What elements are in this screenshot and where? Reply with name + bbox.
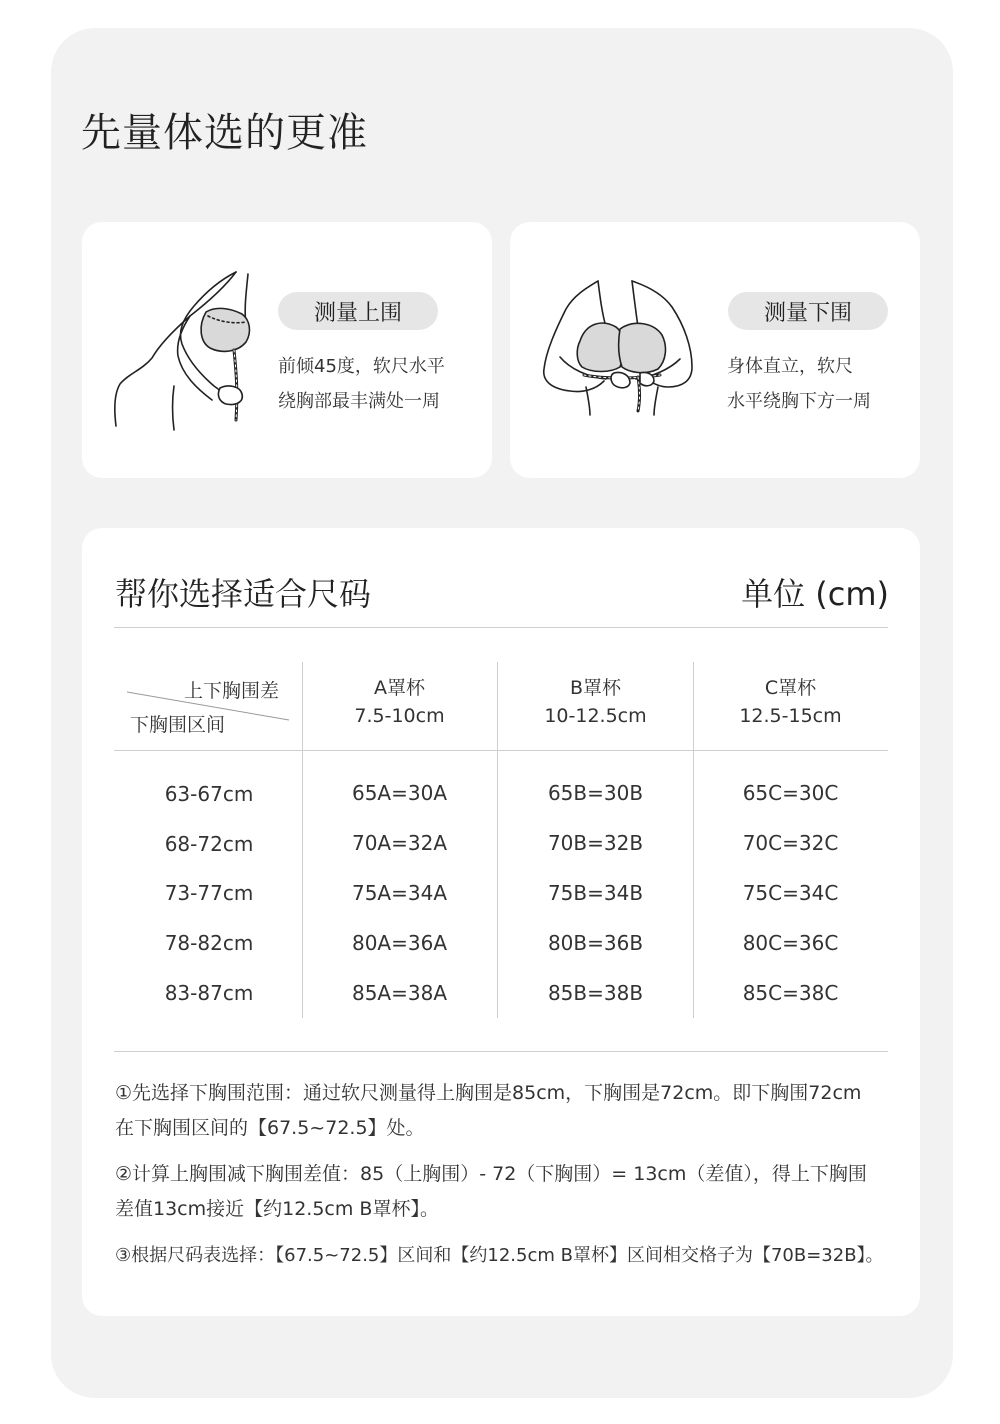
note-step-2-line-2: 差值13cm接近【约12.5cm B罩杯】。 xyxy=(115,1198,439,1220)
note-step-1-line-2: 在下胸围区间的【67.5~72.5】处。 xyxy=(115,1117,425,1139)
row-label: 78-82cm xyxy=(164,931,254,955)
under-bust-desc-line2: 水平绕胸下方一周 xyxy=(727,391,871,412)
table-cell: 70B=32B xyxy=(547,831,644,855)
column-c-range: 12.5-15cm xyxy=(739,705,842,727)
column-b-range: 10-12.5cm xyxy=(544,705,647,727)
table-cell: 85A=38A xyxy=(351,981,448,1005)
column-header-b xyxy=(498,674,693,730)
row-label: 68-72cm xyxy=(164,832,254,856)
note-step-1-line-1: ①先选择下胸围范围：通过软尺测量得上胸围是85cm，下胸围是72cm。即下胸围72cm xyxy=(115,1082,862,1104)
column-b-name: B罩杯 xyxy=(569,677,622,699)
header-divider xyxy=(114,750,888,751)
row-label: 83-87cm xyxy=(164,981,254,1005)
upper-bust-card xyxy=(82,222,492,478)
upper-bust-measure-icon xyxy=(112,270,252,432)
note-step-2-line-1: ②计算上胸围减下胸围差值：85（上胸围）- 72（下胸围）= 13cm（差值），得上下胸围 xyxy=(115,1163,867,1185)
table-cell: 80A=36A xyxy=(351,931,448,955)
table-cell: 75C=34C xyxy=(742,881,839,905)
column-a-range: 7.5-10cm xyxy=(354,705,445,727)
table-cell: 70A=32A xyxy=(351,831,448,855)
table-cell: 75A=34A xyxy=(351,881,448,905)
column-a-name: A罩杯 xyxy=(374,677,425,699)
unit-label: 单位 (cm) xyxy=(741,575,889,613)
table-cell: 80B=36B xyxy=(547,931,644,955)
corner-header-top: 上下胸围差 xyxy=(184,680,280,702)
table-cell: 85C=38C xyxy=(742,981,839,1005)
under-bust-card xyxy=(510,222,920,478)
under-bust-desc-line1: 身体直立，软尺 xyxy=(727,356,853,377)
table-cell: 80C=36C xyxy=(742,931,839,955)
upper-bust-desc-line2: 绕胸部最丰满处一周 xyxy=(278,391,440,412)
under-bust-label: 测量下围 xyxy=(728,292,888,330)
table-cell: 65A=30A xyxy=(351,781,448,805)
column-header-c xyxy=(693,674,888,730)
column-c-name: C罩杯 xyxy=(764,677,817,699)
row-label: 63-67cm xyxy=(164,782,254,806)
page-title: 先量体选的更准 xyxy=(81,110,368,156)
upper-bust-desc-line1: 前倾45度，软尺水平 xyxy=(278,356,445,377)
under-bust-measure-icon xyxy=(540,277,700,417)
row-label: 73-77cm xyxy=(164,881,254,905)
table-cell: 65B=30B xyxy=(547,781,644,805)
table-cell: 75B=34B xyxy=(547,881,644,905)
note-step-3: ③根据尺码表选择：【67.5~72.5】区间和【约12.5cm B罩杯】区间相交格子为【70B=32B】。 xyxy=(115,1245,884,1266)
table-cell: 70C=32C xyxy=(742,831,839,855)
title-divider xyxy=(114,627,888,628)
size-chart-card xyxy=(82,528,920,1316)
table-cell: 65C=30C xyxy=(742,781,839,805)
size-chart-title: 帮你选择适合尺码 xyxy=(115,575,372,613)
column-header-a xyxy=(302,674,497,730)
table-cell: 85B=38B xyxy=(547,981,644,1005)
upper-bust-label: 测量上围 xyxy=(278,292,438,330)
corner-header-bottom: 下胸围区间 xyxy=(130,714,226,736)
table-bottom-divider xyxy=(114,1051,888,1052)
